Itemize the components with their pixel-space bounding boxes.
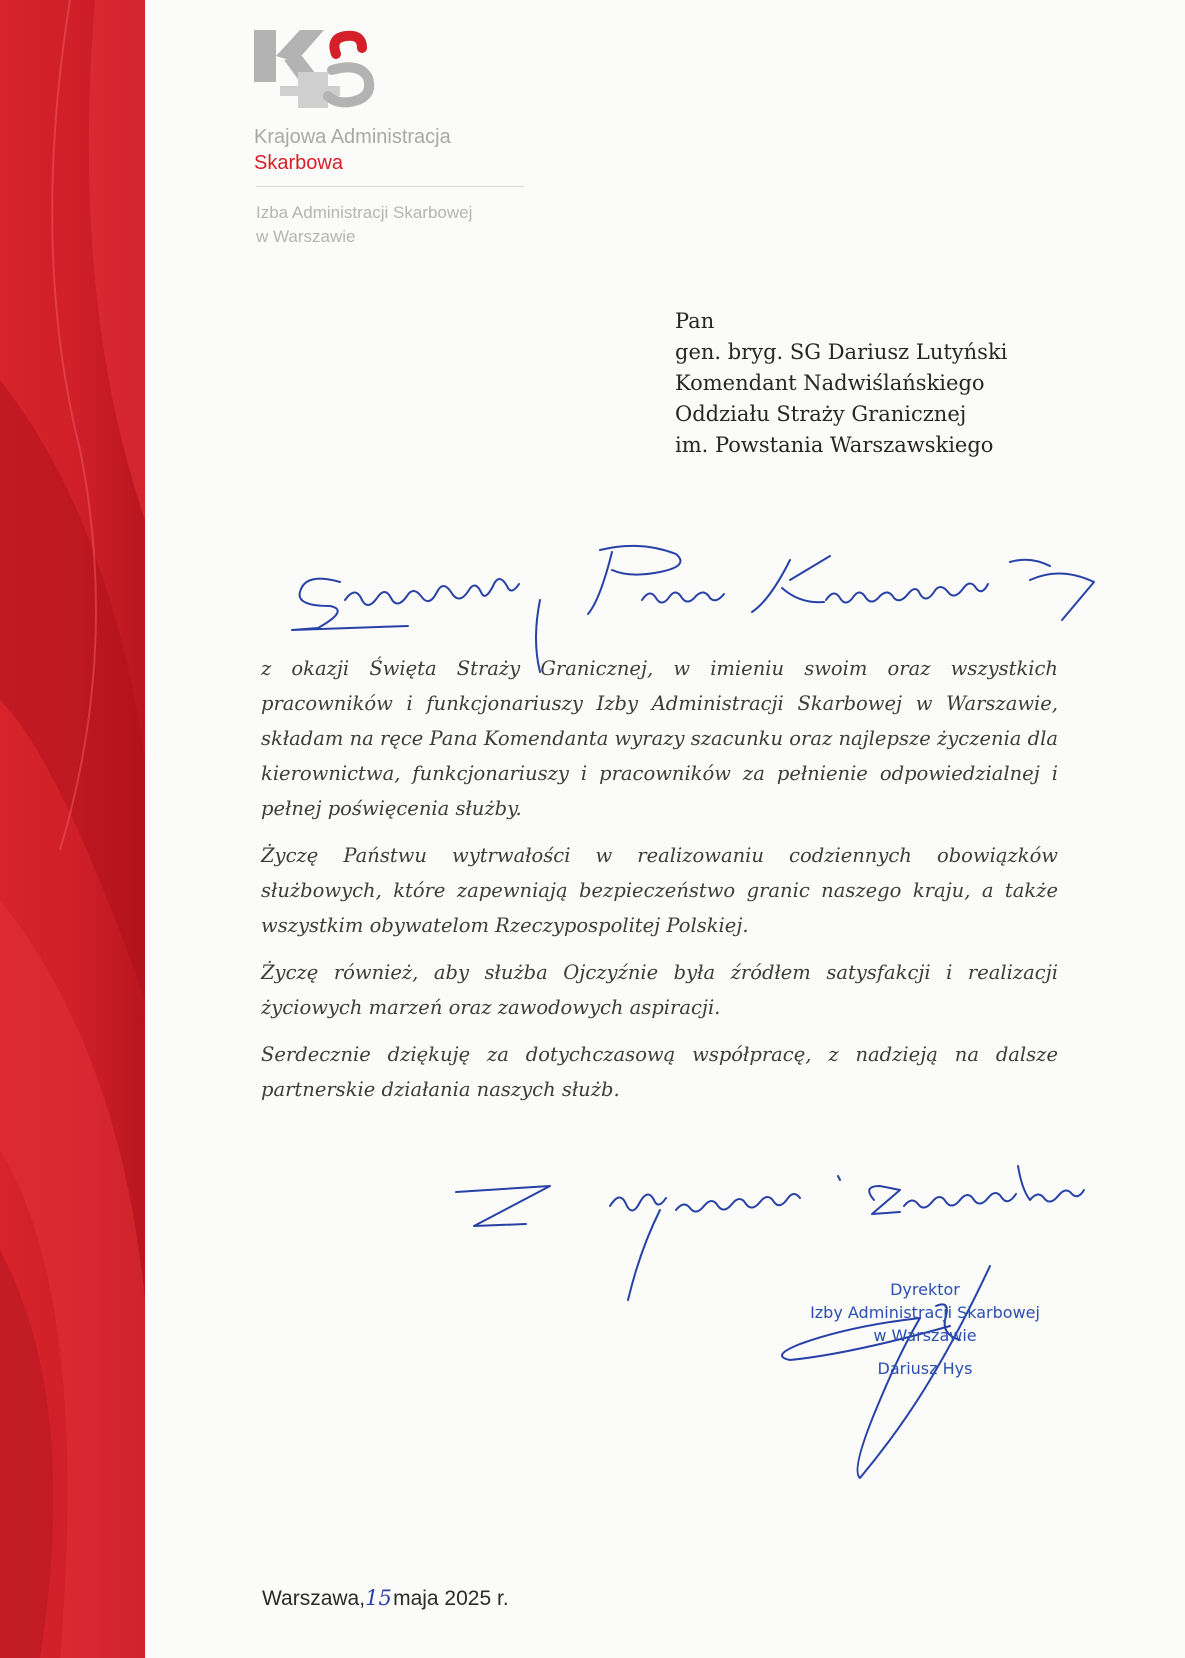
stamp-location: w Warszawie — [873, 1326, 977, 1345]
addressee-line5: im. Powstania Warszawskiego — [675, 433, 994, 457]
addressee-line2: gen. bryg. SG Dariusz Lutyński — [675, 340, 1008, 364]
stamp-name: Dariusz Hys — [877, 1359, 973, 1378]
body-paragraph-1: z okazji Święta Straży Granicznej, w imieniu swoim oraz wszystkich pracowników i funkcjonariuszy Izby Administracji Skarbowej w Warszawie, składam na ręce Pana Komendanta wyrazy szacunku oraz najlepsze życzenia dla kierownictwa, funkcjonariuszy i pracowników za pełnienie odpowiedzialnej i pełnej poświęcenia służby. — [261, 657, 1058, 820]
kas-logo-mark — [250, 26, 380, 116]
decorative-red-stripe — [0, 0, 145, 1658]
date-day-handwritten: 15 — [365, 1586, 392, 1610]
addressee-block — [675, 306, 1007, 461]
addressee-line3: Komendant Nadwiślańskiego — [675, 371, 985, 395]
letter-date — [262, 1586, 509, 1611]
addressee-line1: Pan — [675, 309, 715, 333]
kas-logo — [250, 26, 380, 116]
unit-name-line1: Izba Administracji Skarbowej — [256, 203, 473, 222]
stamp-institution: Izby Administracji Skarbowej — [810, 1303, 1040, 1322]
organization-name — [254, 124, 451, 176]
signature-stamp — [760, 1278, 1090, 1380]
addressee-line4: Oddziału Straży Granicznej — [675, 402, 967, 426]
body-paragraph-2: Życzę Państwu wytrwałości w realizowaniu codziennych obowiązków służbowych, które zapewniają bezpieczeństwo granic naszego kraju, a także wszystkim obywatelom Rzeczypospolitej Polskiej. — [261, 844, 1058, 937]
stamp-title: Dyrektor — [890, 1280, 960, 1299]
unit-name — [256, 201, 472, 249]
body-paragraph-3: Życzę również, aby służba Ojczyźnie była źródłem satysfakcji i realizacji życiowych marzeń oraz zawodowych aspiracji. — [261, 961, 1058, 1019]
org-name-line2: Skarbowa — [254, 152, 343, 174]
org-name-line1: Krajowa Administracja — [254, 126, 451, 148]
stripe-pattern — [0, 0, 145, 1658]
header-divider — [256, 186, 524, 187]
unit-name-line2: w Warszawie — [256, 227, 356, 246]
date-place: Warszawa, — [262, 1587, 366, 1610]
date-rest: maja 2025 r. — [393, 1587, 509, 1610]
body-paragraph-4: Serdecznie dziękuję za dotychczasową współpracę, z nadzieją na dalsze partnerskie działania naszych służb. — [261, 1043, 1058, 1101]
letter-body — [261, 651, 1058, 1119]
